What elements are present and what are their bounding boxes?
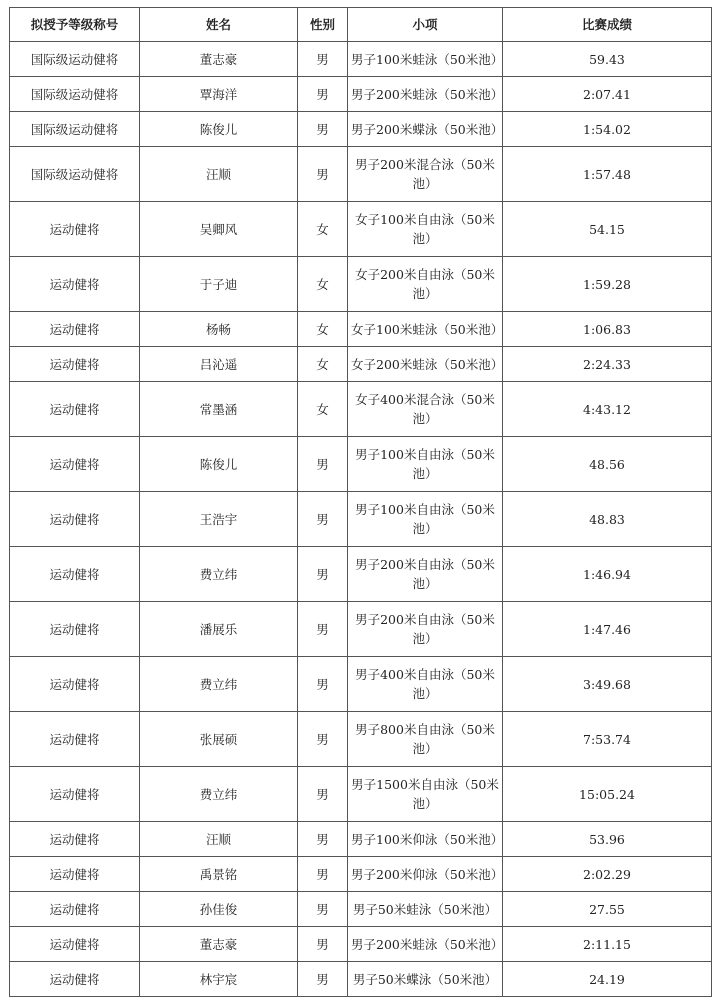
cell-gender: 女: [298, 382, 348, 437]
header-title: 拟授予等级称号: [10, 8, 140, 42]
cell-score: 2:24.33: [503, 347, 712, 382]
cell-gender: 女: [298, 257, 348, 312]
table-body: [10, 42, 712, 997]
cell-gender: 男: [298, 657, 348, 712]
cell-name: 董志豪: [140, 42, 298, 77]
cell-event: 男子50米蝶泳（50米池）: [348, 962, 503, 997]
cell-title: 运动健将: [10, 857, 140, 892]
cell-name: 费立纬: [140, 547, 298, 602]
cell-score: 59.43: [503, 42, 712, 77]
cell-title: 国际级运动健将: [10, 112, 140, 147]
cell-event: 男子100米仰泳（50米池）: [348, 822, 503, 857]
cell-gender: 男: [298, 112, 348, 147]
table-row: [10, 202, 712, 257]
cell-event: 男子1500米自由泳（50米池）: [348, 767, 503, 822]
table-row: [10, 712, 712, 767]
cell-name: 吕沁遥: [140, 347, 298, 382]
cell-title: 运动健将: [10, 257, 140, 312]
cell-score: 7:53.74: [503, 712, 712, 767]
cell-score: 15:05.24: [503, 767, 712, 822]
cell-title: 运动健将: [10, 382, 140, 437]
table-row: [10, 657, 712, 712]
cell-event: 男子50米蛙泳（50米池）: [348, 892, 503, 927]
cell-title: 国际级运动健将: [10, 77, 140, 112]
cell-score: 1:06.83: [503, 312, 712, 347]
table-row: [10, 112, 712, 147]
table-row: [10, 767, 712, 822]
cell-name: 费立纬: [140, 767, 298, 822]
table-row: [10, 347, 712, 382]
cell-title: 国际级运动健将: [10, 42, 140, 77]
table-row: [10, 547, 712, 602]
cell-score: 48.83: [503, 492, 712, 547]
cell-event: 男子200米仰泳（50米池）: [348, 857, 503, 892]
cell-name: 汪顺: [140, 822, 298, 857]
cell-event: 男子200米蛙泳（50米池）: [348, 927, 503, 962]
cell-title: 运动健将: [10, 892, 140, 927]
table-row: [10, 42, 712, 77]
cell-gender: 男: [298, 602, 348, 657]
cell-gender: 女: [298, 347, 348, 382]
cell-score: 1:47.46: [503, 602, 712, 657]
cell-event: 男子200米混合泳（50米池）: [348, 147, 503, 202]
cell-score: 27.55: [503, 892, 712, 927]
table-row: [10, 382, 712, 437]
cell-title: 运动健将: [10, 822, 140, 857]
cell-gender: 男: [298, 77, 348, 112]
cell-score: 4:43.12: [503, 382, 712, 437]
table-row: [10, 927, 712, 962]
table-row: [10, 892, 712, 927]
cell-title: 运动健将: [10, 547, 140, 602]
cell-title: 国际级运动健将: [10, 147, 140, 202]
cell-score: 2:11.15: [503, 927, 712, 962]
cell-name: 吴卿风: [140, 202, 298, 257]
cell-event: 男子100米自由泳（50米池）: [348, 437, 503, 492]
cell-score: 48.56: [503, 437, 712, 492]
cell-score: 24.19: [503, 962, 712, 997]
cell-title: 运动健将: [10, 202, 140, 257]
cell-event: 男子200米蛙泳（50米池）: [348, 77, 503, 112]
cell-name: 禹景铭: [140, 857, 298, 892]
cell-name: 杨畅: [140, 312, 298, 347]
table-row: [10, 822, 712, 857]
cell-title: 运动健将: [10, 602, 140, 657]
cell-name: 潘展乐: [140, 602, 298, 657]
cell-gender: 男: [298, 437, 348, 492]
cell-name: 陈俊儿: [140, 437, 298, 492]
cell-score: 1:54.02: [503, 112, 712, 147]
cell-gender: 女: [298, 202, 348, 257]
cell-event: 女子400米混合泳（50米池）: [348, 382, 503, 437]
cell-score: 53.96: [503, 822, 712, 857]
cell-event: 女子100米蛙泳（50米池）: [348, 312, 503, 347]
table-row: [10, 437, 712, 492]
table-row: [10, 962, 712, 997]
cell-name: 张展硕: [140, 712, 298, 767]
table-row: [10, 77, 712, 112]
cell-name: 覃海洋: [140, 77, 298, 112]
cell-name: 陈俊儿: [140, 112, 298, 147]
table-row: [10, 257, 712, 312]
cell-score: 1:46.94: [503, 547, 712, 602]
cell-title: 运动健将: [10, 312, 140, 347]
cell-title: 运动健将: [10, 767, 140, 822]
table-row: [10, 147, 712, 202]
header-event: 小项: [348, 8, 503, 42]
cell-title: 运动健将: [10, 927, 140, 962]
cell-event: 男子100米自由泳（50米池）: [348, 492, 503, 547]
cell-event: 男子200米自由泳（50米池）: [348, 547, 503, 602]
cell-score: 54.15: [503, 202, 712, 257]
cell-score: 2:07.41: [503, 77, 712, 112]
cell-event: 男子200米蝶泳（50米池）: [348, 112, 503, 147]
cell-title: 运动健将: [10, 492, 140, 547]
cell-score: 3:49.68: [503, 657, 712, 712]
header-name: 姓名: [140, 8, 298, 42]
cell-event: 女子200米自由泳（50米池）: [348, 257, 503, 312]
cell-title: 运动健将: [10, 437, 140, 492]
cell-event: 女子200米蛙泳（50米池）: [348, 347, 503, 382]
table-row: [10, 857, 712, 892]
header-gender: 性别: [298, 8, 348, 42]
cell-name: 董志豪: [140, 927, 298, 962]
cell-name: 林宇宸: [140, 962, 298, 997]
cell-gender: 男: [298, 147, 348, 202]
cell-gender: 男: [298, 547, 348, 602]
cell-gender: 男: [298, 822, 348, 857]
cell-gender: 女: [298, 312, 348, 347]
cell-event: 男子200米自由泳（50米池）: [348, 602, 503, 657]
athlete-grade-table: [9, 7, 712, 997]
cell-title: 运动健将: [10, 962, 140, 997]
table-row: [10, 602, 712, 657]
cell-gender: 男: [298, 892, 348, 927]
cell-event: 男子100米蛙泳（50米池）: [348, 42, 503, 77]
cell-gender: 男: [298, 712, 348, 767]
cell-gender: 男: [298, 962, 348, 997]
table-header-row: [10, 8, 712, 42]
table-row: [10, 312, 712, 347]
cell-name: 王浩宇: [140, 492, 298, 547]
cell-score: 2:02.29: [503, 857, 712, 892]
table-row: [10, 492, 712, 547]
cell-gender: 男: [298, 767, 348, 822]
cell-name: 汪顺: [140, 147, 298, 202]
cell-event: 男子800米自由泳（50米池）: [348, 712, 503, 767]
cell-name: 于子迪: [140, 257, 298, 312]
cell-title: 运动健将: [10, 657, 140, 712]
cell-score: 1:57.48: [503, 147, 712, 202]
cell-score: 1:59.28: [503, 257, 712, 312]
cell-gender: 男: [298, 857, 348, 892]
cell-name: 费立纬: [140, 657, 298, 712]
cell-title: 运动健将: [10, 347, 140, 382]
header-score: 比赛成绩: [503, 8, 712, 42]
cell-gender: 男: [298, 492, 348, 547]
cell-gender: 男: [298, 927, 348, 962]
cell-title: 运动健将: [10, 712, 140, 767]
cell-name: 孙佳俊: [140, 892, 298, 927]
cell-event: 男子400米自由泳（50米池）: [348, 657, 503, 712]
cell-event: 女子100米自由泳（50米池）: [348, 202, 503, 257]
cell-gender: 男: [298, 42, 348, 77]
cell-name: 常墨涵: [140, 382, 298, 437]
